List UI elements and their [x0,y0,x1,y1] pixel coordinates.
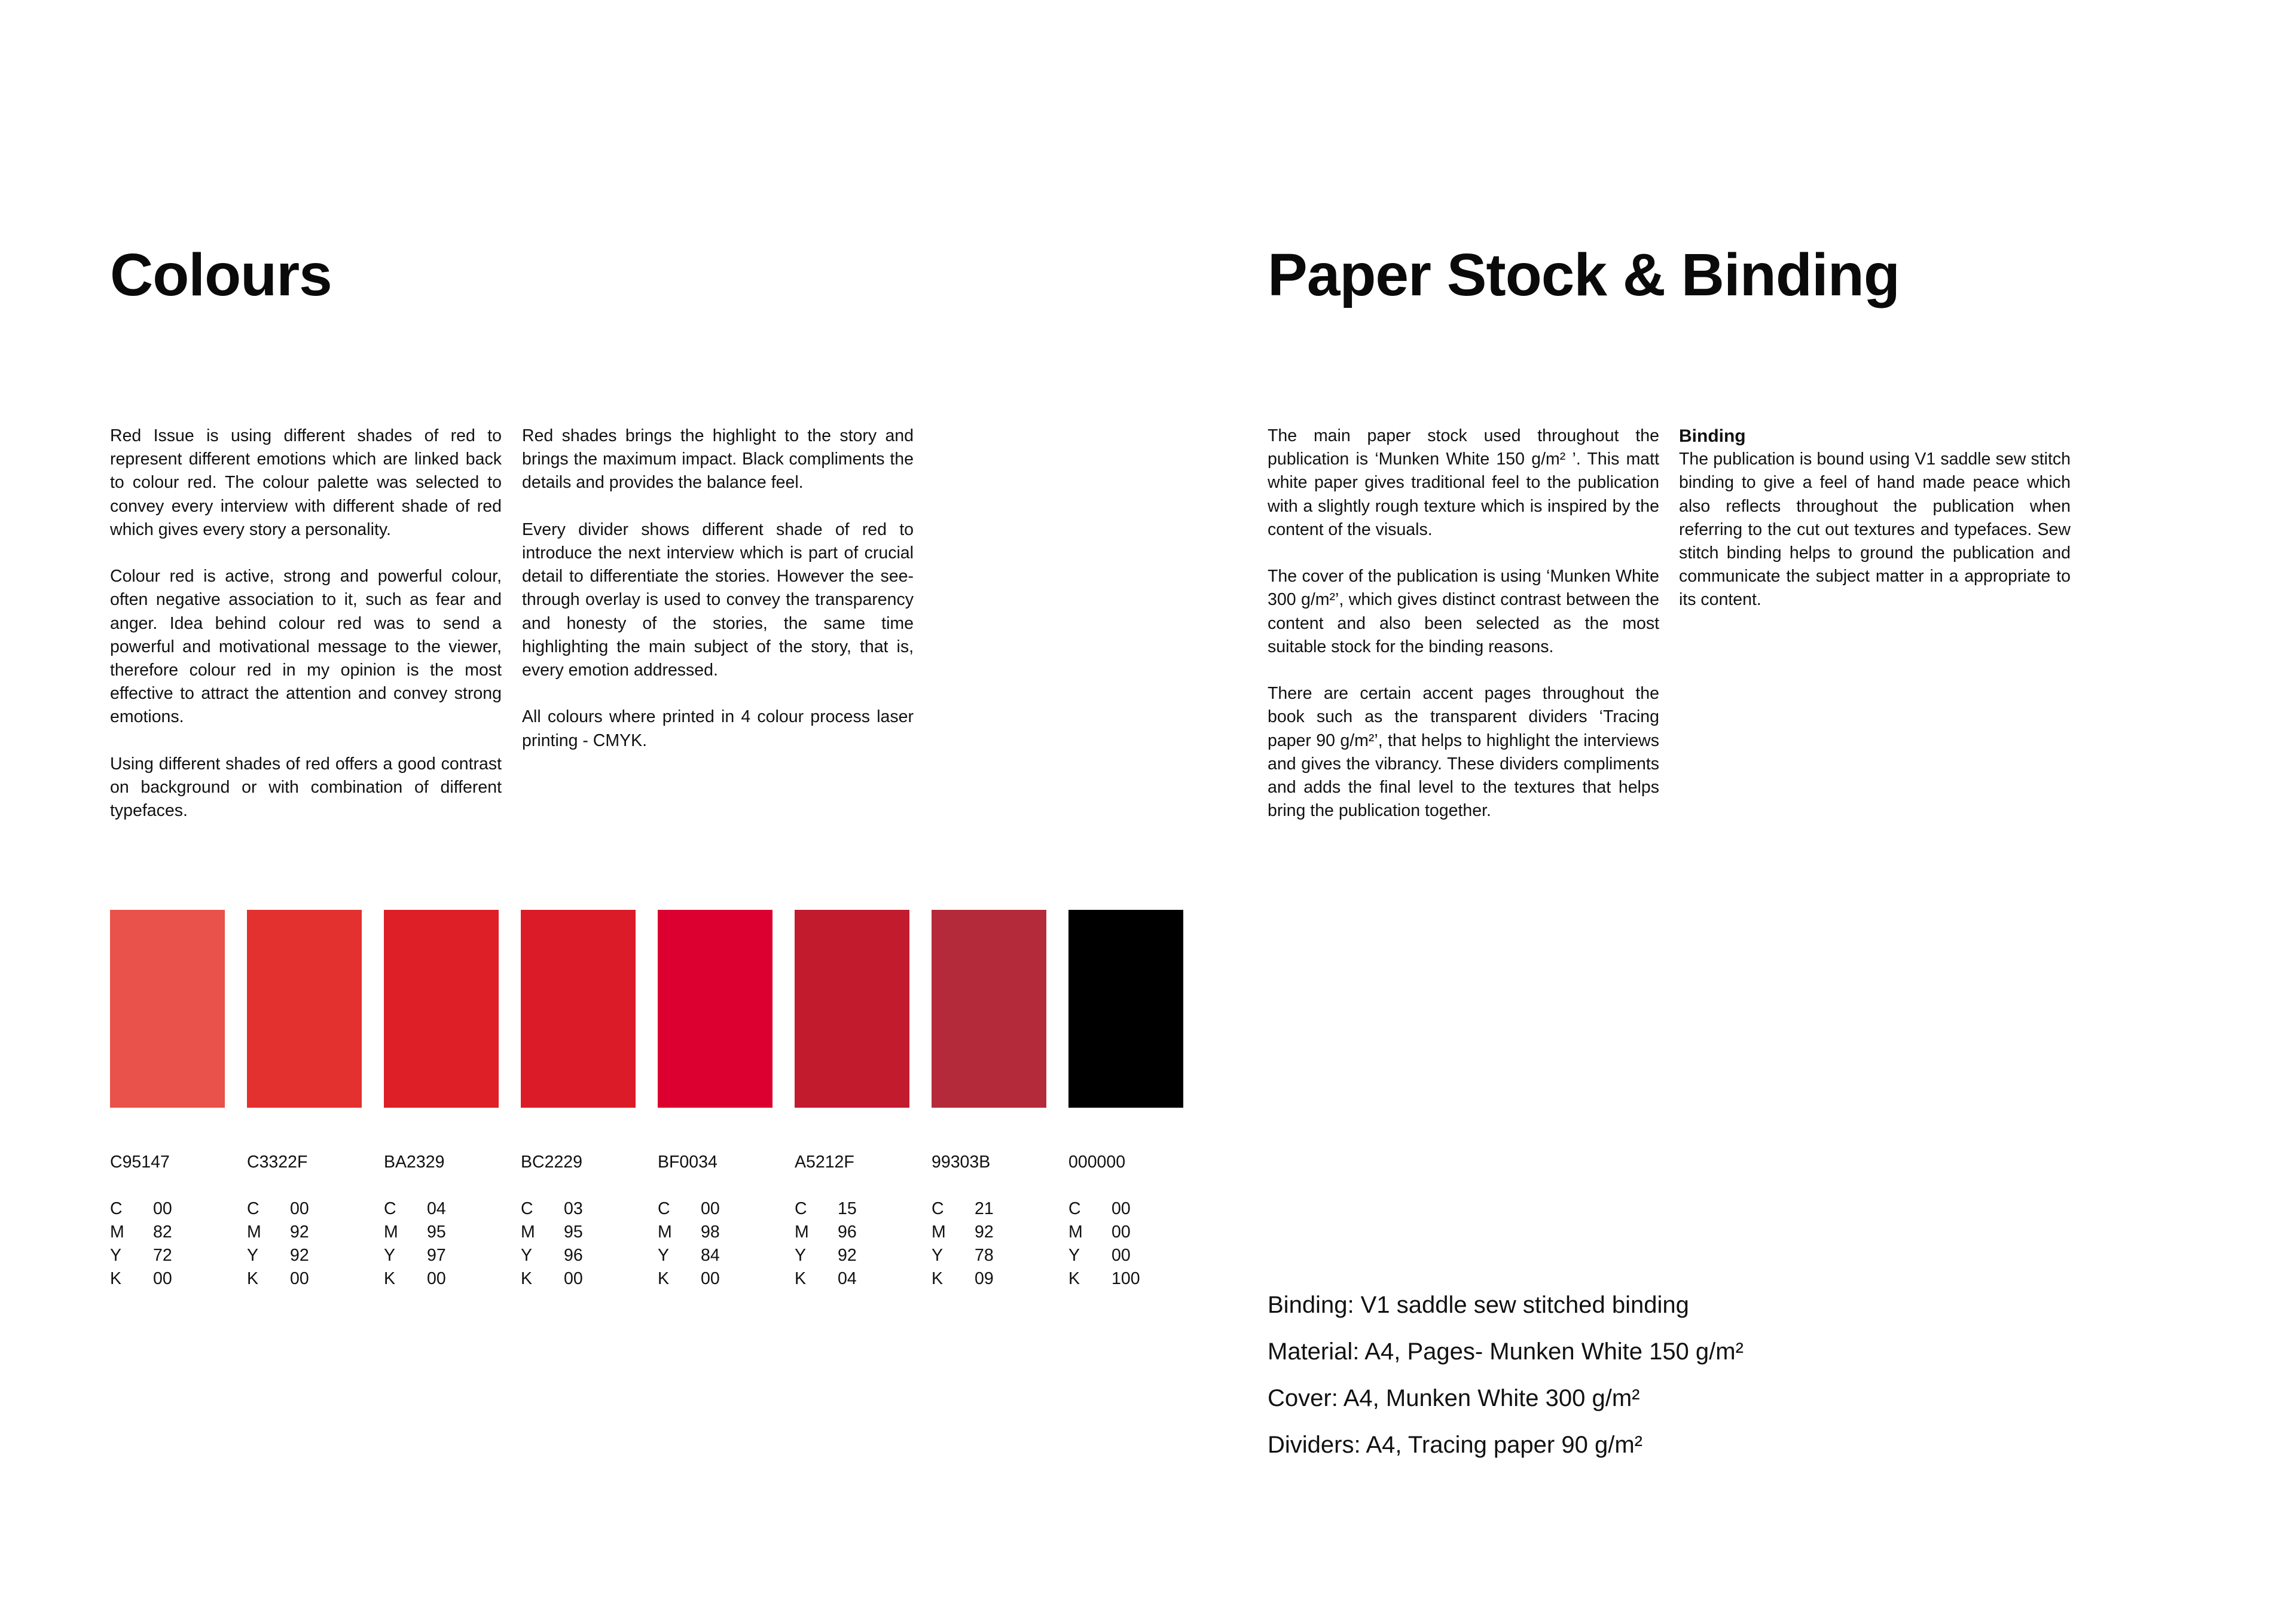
cmyk-value: 00 [701,1199,720,1218]
cmyk-value: 00 [427,1269,446,1288]
cmyk-value: 97 [427,1246,446,1265]
swatch-cmyk [795,1197,909,1291]
swatch-chip [521,910,636,1108]
paper-paragraph: There are certain accent pages throughout the book such as the transparent dividers ‘Tracing paper 90 g/m²’, that helps to highlight the interviews and gives the vibrancy. These dividers compliments and adds the final level to the textures that helps bring the publication together. [1268,684,1659,821]
cmyk-label: Y [384,1246,396,1265]
cmyk-value: 03 [564,1199,583,1218]
swatch-hex: A5212F [795,1153,854,1172]
swatch-cmyk [384,1197,499,1291]
cmyk-label: C [247,1199,259,1218]
cmyk-label: Y [932,1246,944,1265]
cmyk-value: 92 [290,1246,309,1265]
swatch-chip [1068,910,1183,1108]
colours-text-column-2 [522,424,914,776]
cmyk-label: C [1068,1199,1081,1218]
swatch [795,910,909,1291]
cmyk-value: 00 [564,1269,583,1288]
cmyk-label: Y [247,1246,259,1265]
cmyk-label: Y [795,1246,807,1265]
cmyk-label: M [932,1222,946,1242]
swatch-hex: 000000 [1068,1153,1126,1172]
paper-paragraph: The cover of the publication is using ‘Munken White 300 g/m²’, which gives distinct contrast between the content and also been selected as the most suitable stock for the binding reasons. [1268,567,1659,656]
colours-paragraph: Using different shades of red offers a good contrast on background or with combination of different typefaces. [110,754,502,821]
cmyk-value: 00 [290,1269,309,1288]
swatch-hex: BC2229 [521,1153,582,1172]
cmyk-label: Y [1068,1246,1080,1265]
cmyk-label: Y [521,1246,533,1265]
cmyk-value: 04 [427,1199,446,1218]
cmyk-label: M [110,1222,124,1242]
swatch-hex: BF0034 [658,1153,718,1172]
spec-material: Material: A4, Pages- Munken White 150 g/m² [1268,1338,1744,1365]
cmyk-value: 100 [1112,1269,1140,1288]
colours-paragraph: Red Issue is using different shades of red to represent different emotions which are linked back to colour red. The colour palette was selected to convey every interview with different shade of red which gives every story a personality. [110,426,502,539]
cmyk-value: 92 [975,1222,994,1242]
cmyk-value: 00 [290,1199,309,1218]
swatch [932,910,1046,1291]
cmyk-value: 00 [153,1269,172,1288]
swatch-chip [932,910,1046,1108]
swatch [1068,910,1183,1291]
cmyk-label: K [795,1269,807,1288]
cmyk-label: M [247,1222,261,1242]
cmyk-label: K [1068,1269,1080,1288]
cmyk-value: 84 [701,1246,720,1265]
swatch-cmyk [521,1197,636,1291]
swatch [658,910,773,1291]
swatch-cmyk [110,1197,225,1291]
colours-title: Colours [110,242,332,308]
colours-paragraph: All colours where printed in 4 colour process laser printing - CMYK. [522,707,914,750]
paper-stock-title: Paper Stock & Binding [1268,242,1900,308]
binding-heading: Binding [1679,426,1746,446]
cmyk-value: 00 [1112,1246,1131,1265]
cmyk-value: 72 [153,1246,172,1265]
swatch-cmyk [658,1197,773,1291]
cmyk-value: 09 [975,1269,994,1288]
swatch [110,910,225,1291]
cmyk-value: 82 [153,1222,172,1242]
swatch-hex: C3322F [247,1153,308,1172]
cmyk-value: 78 [975,1246,994,1265]
cmyk-label: C [110,1199,123,1218]
swatch-hex: BA2329 [384,1153,445,1172]
spec-dividers: Dividers: A4, Tracing paper 90 g/m² [1268,1432,1642,1458]
cmyk-value: 21 [975,1199,994,1218]
swatch-hex: C95147 [110,1153,170,1172]
cmyk-label: M [384,1222,398,1242]
cmyk-value: 95 [427,1222,446,1242]
spec-binding: Binding: V1 saddle sew stitched binding [1268,1292,1689,1318]
swatch-chip [795,910,909,1108]
binding-specs [1268,1282,1985,1468]
cmyk-value: 98 [701,1222,720,1242]
swatch-cmyk [1068,1197,1183,1291]
cmyk-label: C [795,1199,807,1218]
cmyk-label: C [384,1199,396,1218]
cmyk-value: 00 [1112,1222,1131,1242]
cmyk-label: C [521,1199,533,1218]
cmyk-label: M [795,1222,809,1242]
swatch-hex: 99303B [932,1153,991,1172]
cmyk-label: Y [658,1246,670,1265]
swatch [247,910,362,1291]
colour-swatches [110,910,1198,1298]
binding-paragraph: The publication is bound using V1 saddle sew stitch binding to give a feel of hand made peace which also reflects throughout the publication when referring to the cut out textures and typefaces. Sew stitch binding helps to ground the publication and communicate the subject matter in a appropriate to its content. [1679,450,2071,610]
cmyk-label: K [932,1269,944,1288]
cmyk-value: 04 [838,1269,857,1288]
cmyk-label: C [932,1199,944,1218]
cmyk-value: 96 [564,1246,583,1265]
cmyk-value: 92 [290,1222,309,1242]
swatch-chip [658,910,773,1108]
cmyk-label: K [384,1269,396,1288]
cmyk-label: K [247,1269,259,1288]
swatch-cmyk [247,1197,362,1291]
swatch [384,910,499,1291]
colours-paragraph: Every divider shows different shade of red to introduce the next interview which is part of crucial detail to differentiate the stories. However the see-through overlay is used to convey the transparency and honesty of the stories, the same time highlighting the main subject of the story, that is, every emotion addressed. [522,519,914,680]
spec-cover: Cover: A4, Munken White 300 g/m² [1268,1385,1640,1411]
paper-text-column-1 [1268,424,1659,846]
cmyk-value: 96 [838,1222,857,1242]
cmyk-label: M [521,1222,535,1242]
swatch [521,910,636,1291]
cmyk-value: 15 [838,1199,857,1218]
swatch-cmyk [932,1197,1046,1291]
cmyk-value: 00 [1112,1199,1131,1218]
colours-paragraph: Red shades brings the highlight to the story and brings the maximum impact. Black compliments the details and provides the balance feel. [522,426,914,493]
cmyk-label: K [110,1269,122,1288]
cmyk-label: C [658,1199,670,1218]
cmyk-value: 92 [838,1246,857,1265]
cmyk-label: Y [110,1246,122,1265]
colours-paragraph: Colour red is active, strong and powerful colour, often negative association to it, such as fear and anger. Idea behind colour red was to send a powerful and motivational message to the viewer, therefore colour red in my opinion is the most effective to attract the attention and convey strong emotions. [110,567,502,727]
cmyk-label: K [658,1269,670,1288]
swatch-chip [247,910,362,1108]
cmyk-label: M [1068,1222,1083,1242]
swatch-chip [110,910,225,1108]
cmyk-label: K [521,1269,533,1288]
cmyk-value: 95 [564,1222,583,1242]
paper-paragraph: The main paper stock used throughout the publication is ‘Munken White 150 g/m² ’. This matt white paper gives traditional feel to the publication with a slightly rough texture which is inspired by the content of the visuals. [1268,426,1659,539]
cmyk-value: 00 [153,1199,172,1218]
cmyk-value: 00 [701,1269,720,1288]
cmyk-label: M [658,1222,672,1242]
swatch-chip [384,910,499,1108]
binding-text-column [1679,424,2071,635]
colours-text-column-1 [110,424,502,846]
